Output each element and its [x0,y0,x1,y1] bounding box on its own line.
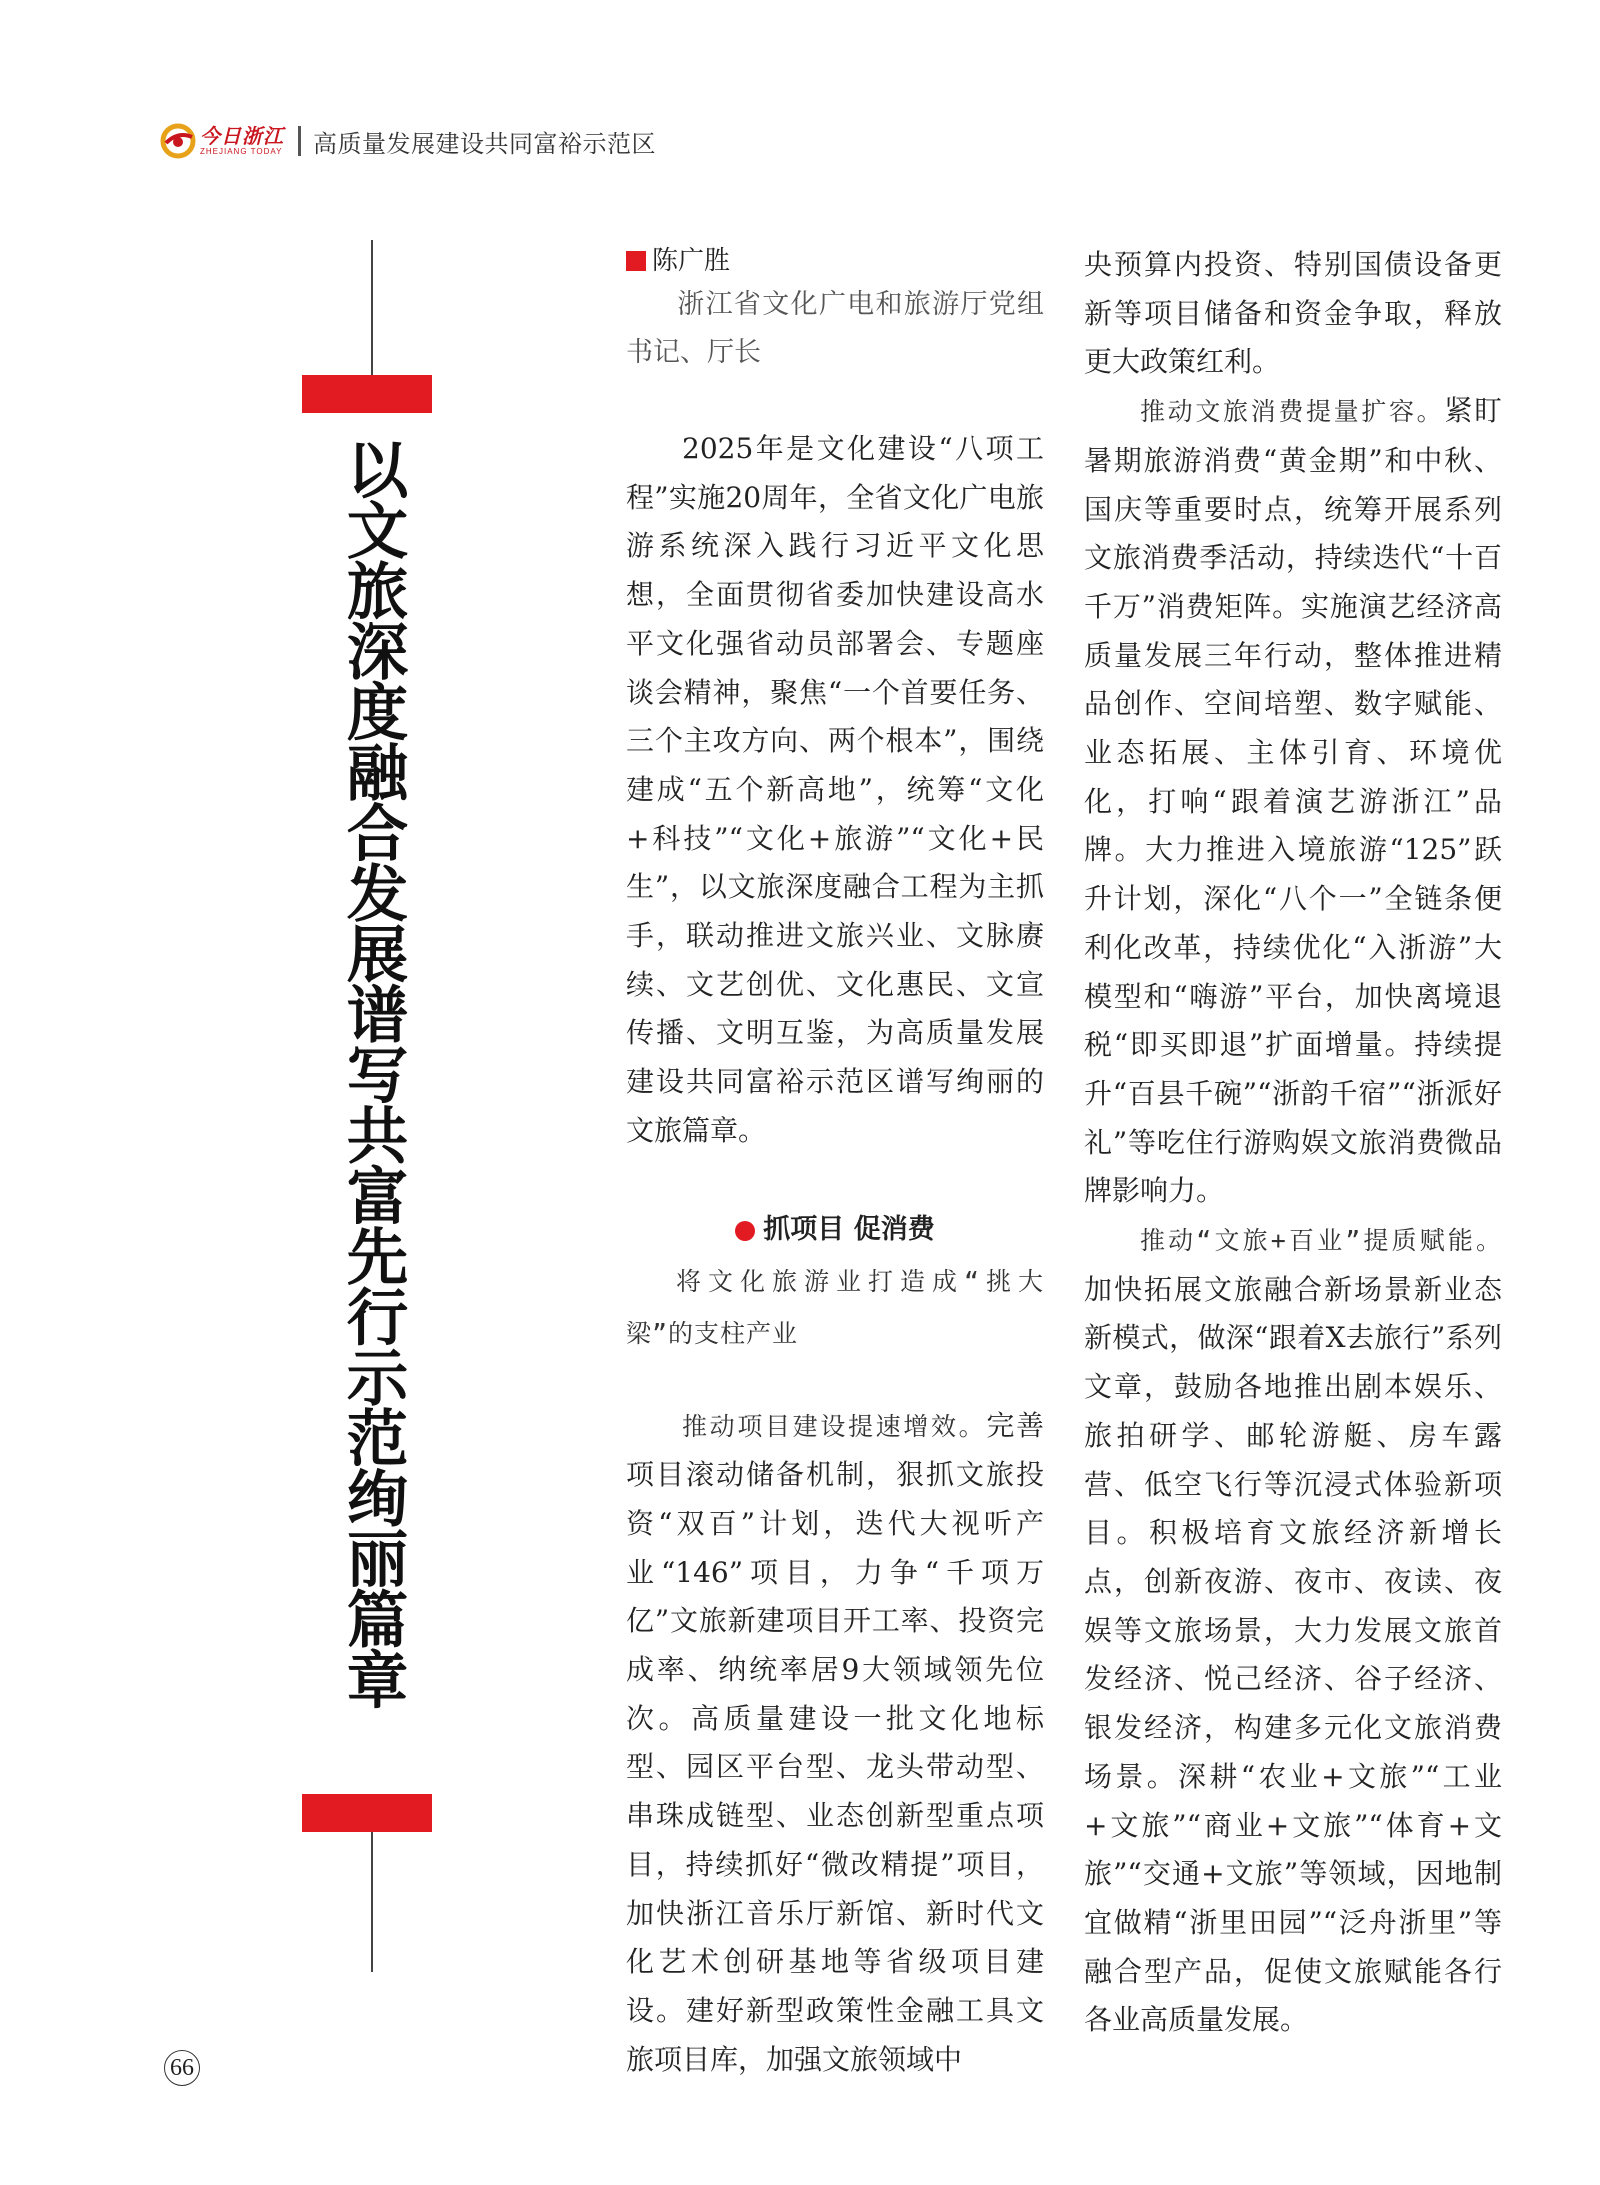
red-dot-icon [735,1221,755,1241]
paragraph-body: 完善项目滚动储备机制，狠抓文旅投资“双百”计划，迭代大视听产业“146”项目，力争“千项万亿”文旅新建项目开工率、投资完成率、纳统率居9大领域领先位次。高质量建设一批文化地标型、园区平台型、龙头带动型、串珠成链型、业态创新型重点项目，持续抓好“微改精提”项目，加快浙江音乐厅新馆、新时代文化艺术创研基地等省级项目建设。建好新型政策性金融工具文旅项目库，加强文旅领域中 [626,1408,1044,2076]
paragraph-consumption [1084,387,1502,1216]
author-name: 陈广胜 [652,245,731,276]
author-line [626,241,1044,281]
red-square-icon [626,251,646,271]
section-title: 高质量发展建设共同富裕示范区 [313,129,656,158]
title-red-bar-top [302,375,432,413]
paragraph-head: 推动项目建设提速增效。 [682,1411,987,1441]
section-heading-text: 抓项目 促消费 [763,1214,935,1246]
paragraph-continued: 央预算内投资、特别国债设备更新等项目储备和资金争取，释放更大政策红利。 [1084,248,1502,379]
header-divider [298,126,301,156]
paragraph-body: 加快拓展文旅融合新场景新业态新模式，做深“跟着X去旅行”系列文章，鼓励各地推出剧本娱乐、旅拍研学、邮轮游艇、房车露营、低空飞行等沉浸式体验新项目。积极培育文旅经济新增长点，创新夜游、夜市、夜读、夜娱等文旅场景，大力发展文旅首发经济、悦己经济、谷子经济、银发经济，构建多元化文旅消费场景。深耕“农业+文旅”“工业+文旅”“商业+文旅”“体育+文旅”“交通+文旅”等领域，因地制宜做精“浙里田园”“泛舟浙里”等融合型产品，促使文旅赋能各行各业高质量发展。 [1084,1272,1502,2037]
article-title: 以文旅深度融合发展谱写共富先行示范绚丽篇章 [336,438,408,1709]
title-rule-bottom [371,1832,373,1972]
paragraph-head: 推动“文旅+百业”提质赋能。 [1140,1226,1502,1256]
column-right [1084,241,1502,2045]
logo-icon [160,123,196,159]
title-red-bar-bottom [302,1794,432,1832]
page-header [160,118,656,164]
logo-text-en: ZHEJIANG TODAY [200,147,283,156]
author-title: 浙江省文化广电和旅游厅党组书记、厅长 [626,289,1044,368]
paragraph-culture-tourism-plus [1084,1216,1502,2045]
column-middle [626,241,1044,2084]
section-lead: 将文化旅游业打造成“挑大梁”的支柱产业 [626,1266,1044,1348]
section-heading [626,1206,1044,1256]
logo-text-cn: 今日浙江 [200,124,284,148]
logo [160,123,284,159]
intro-paragraph: 2025年是文化建设“八项工程”实施20周年，全省文化广电旅游系统深入践行习近平文化思想，全面贯彻省委加快建设高水平文化强省动员部署会、专题座谈会精神，聚焦“一个首要任务、三个主攻方向、两个根本”，围绕建成“五个新高地”，统筹“文化+科技”“文化+旅游”“文化+民生”，以文旅深度融合工程为主抓手，联动推进文旅兴业、文脉赓续、文艺创优、文化惠民、文宣传播、文明互鉴，为高质量发展建设共同富裕示范区谱写绚丽的文旅篇章。 [626,432,1044,1147]
paragraph-head: 推动文旅消费提量扩容。 [1140,397,1445,427]
title-rule-top [371,240,373,375]
page-number: 66 [164,2050,200,2086]
paragraph-projects [626,1402,1044,2085]
paragraph-body: 紧盯暑期旅游消费“黄金期”和中秋、国庆等重要时点，统筹开展系列文旅消费季活动，持续迭代“十百千万”消费矩阵。实施演艺经济高质量发展三年行动，整体推进精品创作、空间培塑、数字赋能、业态拓展、主体引育、环境优化，打响“跟着演艺游浙江”品牌。大力推进入境旅游“125”跃升计划，深化“八个一”全链条便利化改革，持续优化“入浙游”大模型和“嗨游”平台，加快离境退税“即买即退”扩面增量。持续提升“百县千碗”“浙韵千宿”“浙派好礼”等吃住行游购娱文旅消费微品牌影响力。 [1084,394,1502,1208]
